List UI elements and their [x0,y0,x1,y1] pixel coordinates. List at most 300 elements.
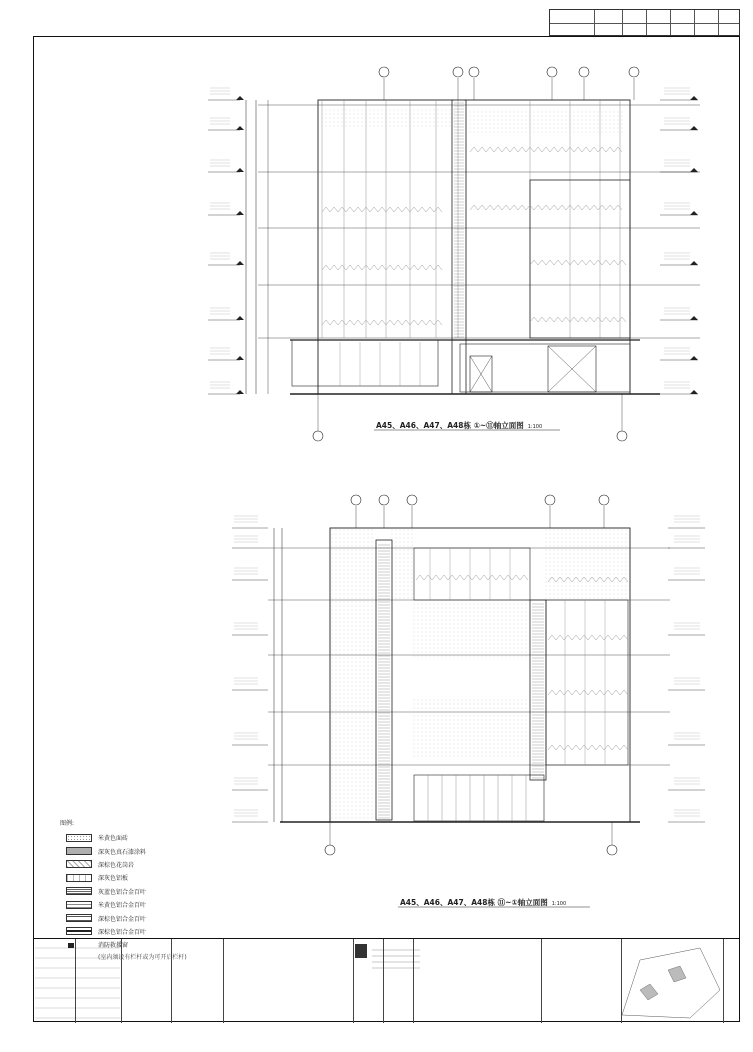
tile-dot [418,748,419,749]
tile-dot [368,634,369,635]
tile-dot [352,674,353,675]
tile-dot [368,602,369,603]
tile-dot [518,644,519,645]
tile-dot [546,578,547,579]
tile-dot [364,534,365,535]
tile-dot [562,594,563,595]
tile-dot [354,118,355,119]
tile-dot [372,758,373,759]
tile-dot [368,734,369,735]
tile-dot [614,586,615,587]
tile-dot [522,728,523,729]
tile-dot [404,550,405,551]
tile-dot [352,702,353,703]
tile-dot [368,590,369,591]
tile-dot [478,612,479,613]
tile-dot [582,132,583,133]
tile-dot [570,538,571,539]
tile-dot [578,590,579,591]
tile-dot [364,606,365,607]
tile-dot [392,538,393,539]
tile-dot [478,708,479,709]
louvre-zigzag [470,205,622,210]
tile-dot [442,620,443,621]
tile-dot [368,750,369,751]
tile-dot [450,114,451,115]
tile-dot [618,132,619,133]
tile-dot [366,118,367,119]
tile-dot [426,724,427,725]
tile-dot [590,574,591,575]
tile-dot [518,612,519,613]
tile-dot [450,632,451,633]
tile-dot [546,124,547,125]
tile-dot [348,562,349,563]
tile-dot [356,630,357,631]
tile-dot [422,748,423,749]
tile-dot [446,716,447,717]
tile-dot [400,590,401,591]
tile-dot [340,610,341,611]
tile-dot [598,132,599,133]
tile-dot [590,554,591,555]
tile-dot [332,658,333,659]
tile-dot [574,550,575,551]
tile-dot [434,126,435,127]
tile-dot [458,632,459,633]
tile-dot [418,648,419,649]
tile-dot [466,624,467,625]
tile-dot [340,802,341,803]
tile-dot [352,662,353,663]
tile-dot [364,682,365,683]
tile-dot [558,554,559,555]
tile-dot [348,578,349,579]
tile-dot [348,658,349,659]
tile-dot [446,640,447,641]
tile-dot [346,114,347,115]
tile-dot [394,126,395,127]
tile-dot [344,710,345,711]
tile-dot [586,116,587,117]
tile-dot [406,126,407,127]
tile-dot [348,698,349,699]
tile-dot [462,712,463,713]
tile-dot [486,620,487,621]
tile-dot [422,716,423,717]
tile-dot [332,610,333,611]
tile-dot [344,622,345,623]
tile-dot [482,740,483,741]
tile-dot [622,116,623,117]
tile-dot [418,110,419,111]
tile-dot [422,632,423,633]
tile-dot [498,728,499,729]
tile-dot [400,550,401,551]
tile-dot [570,112,571,113]
tile-dot [598,570,599,571]
tile-dot [336,654,337,655]
tile-dot [426,636,427,637]
tile-dot [360,638,361,639]
tile-dot [490,732,491,733]
tile-dot [344,814,345,815]
tile-dot [358,122,359,123]
tile-dot [422,640,423,641]
tile-dot [474,620,475,621]
tile-dot [360,542,361,543]
tile-dot [348,646,349,647]
tile-dot [418,114,419,115]
tile-dot [368,762,369,763]
tile-dot [434,752,435,753]
tile-dot [458,744,459,745]
tile-dot [430,640,431,641]
tile-dot [502,112,503,113]
tile-dot [340,734,341,735]
tile-dot [372,546,373,547]
tile-dot [474,752,475,753]
tile-dot [368,682,369,683]
tile-dot [554,542,555,543]
tile-dot [360,582,361,583]
tile-dot [506,128,507,129]
tile-dot [566,598,567,599]
tile-dot [352,726,353,727]
tile-dot [450,736,451,737]
tile-dot [470,632,471,633]
tile-dot [430,620,431,621]
tile-dot [352,582,353,583]
tile-dot [438,640,439,641]
tile-dot [368,530,369,531]
tile-dot [490,704,491,705]
tile-dot [454,624,455,625]
tile-dot [356,574,357,575]
tile-dot [356,710,357,711]
tile-dot [360,738,361,739]
tile-dot [626,598,627,599]
tile-dot [554,562,555,563]
tile-dot [518,720,519,721]
legend-item [66,831,226,844]
tile-dot [522,752,523,753]
tile-dot [360,618,361,619]
tile-dot [526,712,527,713]
tile-dot [566,562,567,563]
tile-dot [622,550,623,551]
tile-dot [478,604,479,605]
tile-dot [330,110,331,111]
tile-dot [478,124,479,125]
tile-dot [372,674,373,675]
tile-dot [438,756,439,757]
tile-dot [458,620,459,621]
tile-dot [534,124,535,125]
tile-dot [558,578,559,579]
tile-dot [450,756,451,757]
tile-dot [438,604,439,605]
tile-dot [426,648,427,649]
tile-dot [352,806,353,807]
tile-dot [360,722,361,723]
tile-dot [554,550,555,551]
tile-dot [498,604,499,605]
tile-dot [618,542,619,543]
tile-dot [336,742,337,743]
tile-dot [400,558,401,559]
tile-dot [578,538,579,539]
tile-dot [522,608,523,609]
tile-dot [332,746,333,747]
tile-dot [522,112,523,113]
axis-bubble [607,845,617,855]
tile-dot [490,604,491,605]
tile-dot [360,550,361,551]
tile-dot [368,754,369,755]
tile-dot [348,694,349,695]
tile-dot [474,728,475,729]
tile-dot [506,712,507,713]
tile-dot [454,712,455,713]
tile-dot [356,690,357,691]
tile-dot [414,748,415,749]
tile-dot [526,708,527,709]
tile-dot [558,590,559,591]
tile-dot [554,590,555,591]
tile-dot [618,112,619,113]
tile-dot [438,740,439,741]
tile-dot [454,704,455,705]
tile-dot [340,570,341,571]
tile-dot [408,586,409,587]
tile-dot [470,700,471,701]
tile-dot [594,586,595,587]
tile-dot [590,594,591,595]
tile-dot [494,704,495,705]
tile-dot [360,818,361,819]
tile-dot [412,554,413,555]
tile-dot [502,124,503,125]
tile-dot [348,690,349,691]
tile-dot [360,802,361,803]
tile-dot [518,632,519,633]
tile-dot [340,818,341,819]
louvre-zigzag [322,207,442,212]
tile-dot [360,646,361,647]
tile-dot [442,624,443,625]
tile-dot [514,116,515,117]
tile-dot [602,124,603,125]
tile-dot [360,710,361,711]
tile-dot [430,704,431,705]
tile-dot [510,636,511,637]
tile-dot [494,756,495,757]
tile-dot [442,114,443,115]
tile-dot [470,116,471,117]
tile-dot [490,756,491,757]
tile-dot [474,608,475,609]
tile-dot [434,720,435,721]
tile-dot [422,620,423,621]
tile-dot [614,594,615,595]
tile-dot [510,604,511,605]
tile-dot [398,114,399,115]
tile-dot [418,652,419,653]
tile-dot [494,124,495,125]
tile-dot [510,616,511,617]
tile-dot [364,594,365,595]
tile-dot [342,122,343,123]
tile-dot [340,594,341,595]
tile-dot [478,648,479,649]
legend-swatch [66,927,92,935]
tile-dot [626,550,627,551]
tile-dot [356,766,357,767]
tile-dot [360,714,361,715]
tile-dot [396,542,397,543]
tile-dot [348,662,349,663]
tile-dot [458,616,459,617]
tile-dot [332,670,333,671]
tile-dot [478,116,479,117]
tile-dot [344,534,345,535]
tile-dot [372,770,373,771]
tile-dot [526,732,527,733]
tile-dot [602,578,603,579]
tile-dot [498,712,499,713]
tile-dot [518,712,519,713]
tile-dot [526,128,527,129]
tile-dot [368,686,369,687]
tile-dot [566,566,567,567]
tile-dot [518,116,519,117]
tile-dot [566,582,567,583]
tile-dot [494,700,495,701]
tile-dot [396,598,397,599]
axis-bubble [579,67,589,77]
tile-dot [606,566,607,567]
tile-dot [426,628,427,629]
tile-dot [542,124,543,125]
tile-dot [482,724,483,725]
tile-dot [332,790,333,791]
tile-dot [434,604,435,605]
tile-dot [364,602,365,603]
tile-dot [554,534,555,535]
tile-dot [498,608,499,609]
tile-dot [360,778,361,779]
tile-dot [348,714,349,715]
tile-dot [614,128,615,129]
tile-dot [450,628,451,629]
tile-dot [356,642,357,643]
tile-dot [426,720,427,721]
tile-dot [550,534,551,535]
tile-dot [494,608,495,609]
tile-dot [578,132,579,133]
tile-dot [586,586,587,587]
legend-swatch [66,847,92,855]
tile-dot [340,646,341,647]
tile-dot [514,608,515,609]
tile-dot [356,682,357,683]
tile-dot [338,122,339,123]
tile-dot [538,124,539,125]
tile-dot [550,598,551,599]
tile-dot [422,724,423,725]
tile-dot [554,546,555,547]
tile-dot [422,732,423,733]
tile-dot [442,616,443,617]
tile-dot [430,616,431,617]
tile-dot [410,114,411,115]
tile-dot [340,814,341,815]
tile-dot [430,720,431,721]
tile-dot [422,624,423,625]
tile-dot [518,616,519,617]
tile-dot [450,748,451,749]
tile-dot [574,132,575,133]
tile-dot [550,594,551,595]
tile-dot [510,712,511,713]
tile-dot [356,726,357,727]
tile-dot [510,116,511,117]
tile-dot [598,558,599,559]
tile-dot [494,128,495,129]
tile-dot [474,616,475,617]
tile-dot [462,704,463,705]
tile-dot [446,628,447,629]
tile-dot [478,736,479,737]
axis-bubble [545,495,555,505]
tile-dot [474,612,475,613]
tile-dot [526,636,527,637]
tile-dot [486,644,487,645]
tile-dot [368,542,369,543]
tile-dot [344,642,345,643]
tile-dot [336,694,337,695]
tile-dot [482,732,483,733]
tile-dot [598,598,599,599]
tile-dot [356,782,357,783]
tile-dot [332,646,333,647]
tile-dot [352,694,353,695]
tile-dot [442,126,443,127]
tile-dot [514,648,515,649]
tile-dot [400,534,401,535]
tile-dot [368,546,369,547]
tile-dot [334,118,335,119]
tile-dot [514,124,515,125]
tile-dot [514,632,515,633]
legend-heading: 图例: [60,820,75,827]
tile-dot [522,604,523,605]
tile-dot [578,542,579,543]
tile-dot [458,704,459,705]
tile-dot [336,802,337,803]
tile-dot [470,640,471,641]
tile-dot [470,752,471,753]
tile-dot [502,128,503,129]
tile-dot [466,732,467,733]
tile-dot [506,740,507,741]
tile-dot [356,678,357,679]
tile-dot [594,598,595,599]
tile-dot [546,582,547,583]
tile-dot [586,542,587,543]
tile-dot [614,570,615,571]
